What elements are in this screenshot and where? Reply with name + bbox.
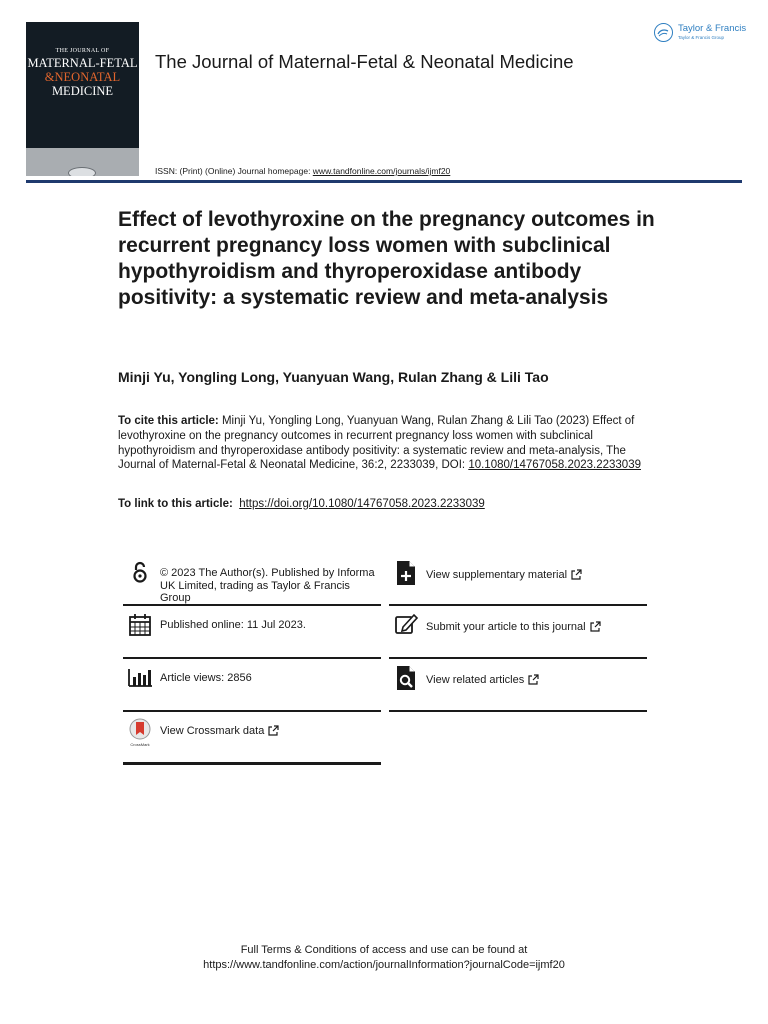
journal-homepage-link[interactable]: www.tandfonline.com/journals/ijmf20 — [312, 166, 451, 176]
calendar-icon — [128, 612, 152, 638]
issn-line — [155, 166, 450, 176]
divider — [389, 710, 647, 712]
cover-line-1: THE JOURNAL OF — [55, 48, 110, 54]
publisher-name: Taylor & Francis — [678, 23, 747, 34]
open-access-icon — [128, 560, 152, 586]
open-access-text: © 2023 The Author(s). Published by Informa UK Limited, trading as Taylor & Francis Group — [160, 567, 375, 604]
file-plus-icon — [394, 560, 418, 586]
external-link-icon — [571, 569, 582, 580]
header-divider — [26, 180, 742, 183]
issn-prefix: ISSN: (Print) (Online) Journal homepage: — [155, 166, 313, 176]
article-authors: Minji Yu, Yongling Long, Yuanyuan Wang, Rulan Zhang & Lili Tao — [118, 369, 549, 385]
terms-footer — [0, 943, 768, 972]
pencil-edit-icon — [394, 612, 418, 638]
divider — [123, 604, 381, 606]
external-link-icon — [268, 725, 279, 736]
citation-label: To cite this article: — [118, 415, 219, 427]
journal-title: The Journal of Maternal-Fetal & Neonatal Medicine — [155, 51, 574, 72]
search-document-icon — [394, 665, 418, 691]
supplementary-link[interactable] — [389, 560, 647, 606]
citation-block — [118, 414, 646, 473]
article-title: Effect of levothyroxine on the pregnancy outcomes in recurrent pregnancy loss women with subclinical hypothyroidism and thyroperoxidase antibody positivity: a systematic review and meta-analysis — [118, 208, 655, 309]
cover-badge-icon — [68, 167, 96, 176]
published-date-text: Published online: 11 Jul 2023. — [160, 619, 306, 631]
cover-line-2: MATERNAL-FETAL — [27, 56, 138, 70]
external-link-icon — [590, 621, 601, 632]
terms-footer-line-1: Full Terms & Conditions of access and use can be found at — [240, 944, 528, 956]
divider — [123, 762, 381, 765]
terms-footer-url[interactable]: https://www.tandfonline.com/action/journalInformation?journalCode=ijmf20 — [203, 958, 565, 971]
article-link-label: To link to this article: — [118, 498, 233, 510]
open-access-notice — [123, 560, 381, 606]
supplementary-text: View supplementary material — [426, 569, 568, 581]
divider — [389, 657, 647, 659]
divider — [123, 657, 381, 659]
citation-text: Minji Yu, Yongling Long, Yuanyuan Wang, Rulan Zhang & Lili Tao (2023) Effect of levothyroxine on the pregnancy outcomes in recurrent pregnancy loss women with subclinical hypothyroidism and thyroperoxidase antibody positivity: a systematic review and meta-analysis, The Journal of Maternal-Fetal & Neonatal Medicine, 36:2, 2233039, DOI: — [118, 415, 635, 472]
crossmark-text: View Crossmark data — [160, 725, 265, 737]
divider — [389, 604, 647, 606]
publisher-subname: Taylor & Francis Group — [678, 35, 725, 40]
publisher-logo-icon — [654, 23, 673, 42]
citation-doi-link[interactable]: 10.1080/14767058.2023.2233039 — [468, 459, 641, 472]
crossmark-icon — [128, 718, 152, 748]
external-link-icon — [528, 674, 539, 685]
svg-text:CrossMark: CrossMark — [130, 742, 150, 747]
related-articles-text: View related articles — [426, 674, 525, 686]
journal-cover — [26, 22, 139, 176]
bar-chart-icon — [128, 665, 152, 691]
publisher-logo — [654, 22, 750, 48]
submit-article-text: Submit your article to this journal — [426, 621, 586, 633]
divider — [123, 710, 381, 712]
article-doi-link[interactable]: https://doi.org/10.1080/14767058.2023.2233039 — [239, 498, 485, 510]
cover-line-3: &NEONATAL — [44, 70, 121, 84]
cover-line-4: MEDICINE — [51, 84, 114, 98]
article-link-line — [118, 498, 485, 510]
article-views-text: Article views: 2856 — [160, 672, 252, 684]
